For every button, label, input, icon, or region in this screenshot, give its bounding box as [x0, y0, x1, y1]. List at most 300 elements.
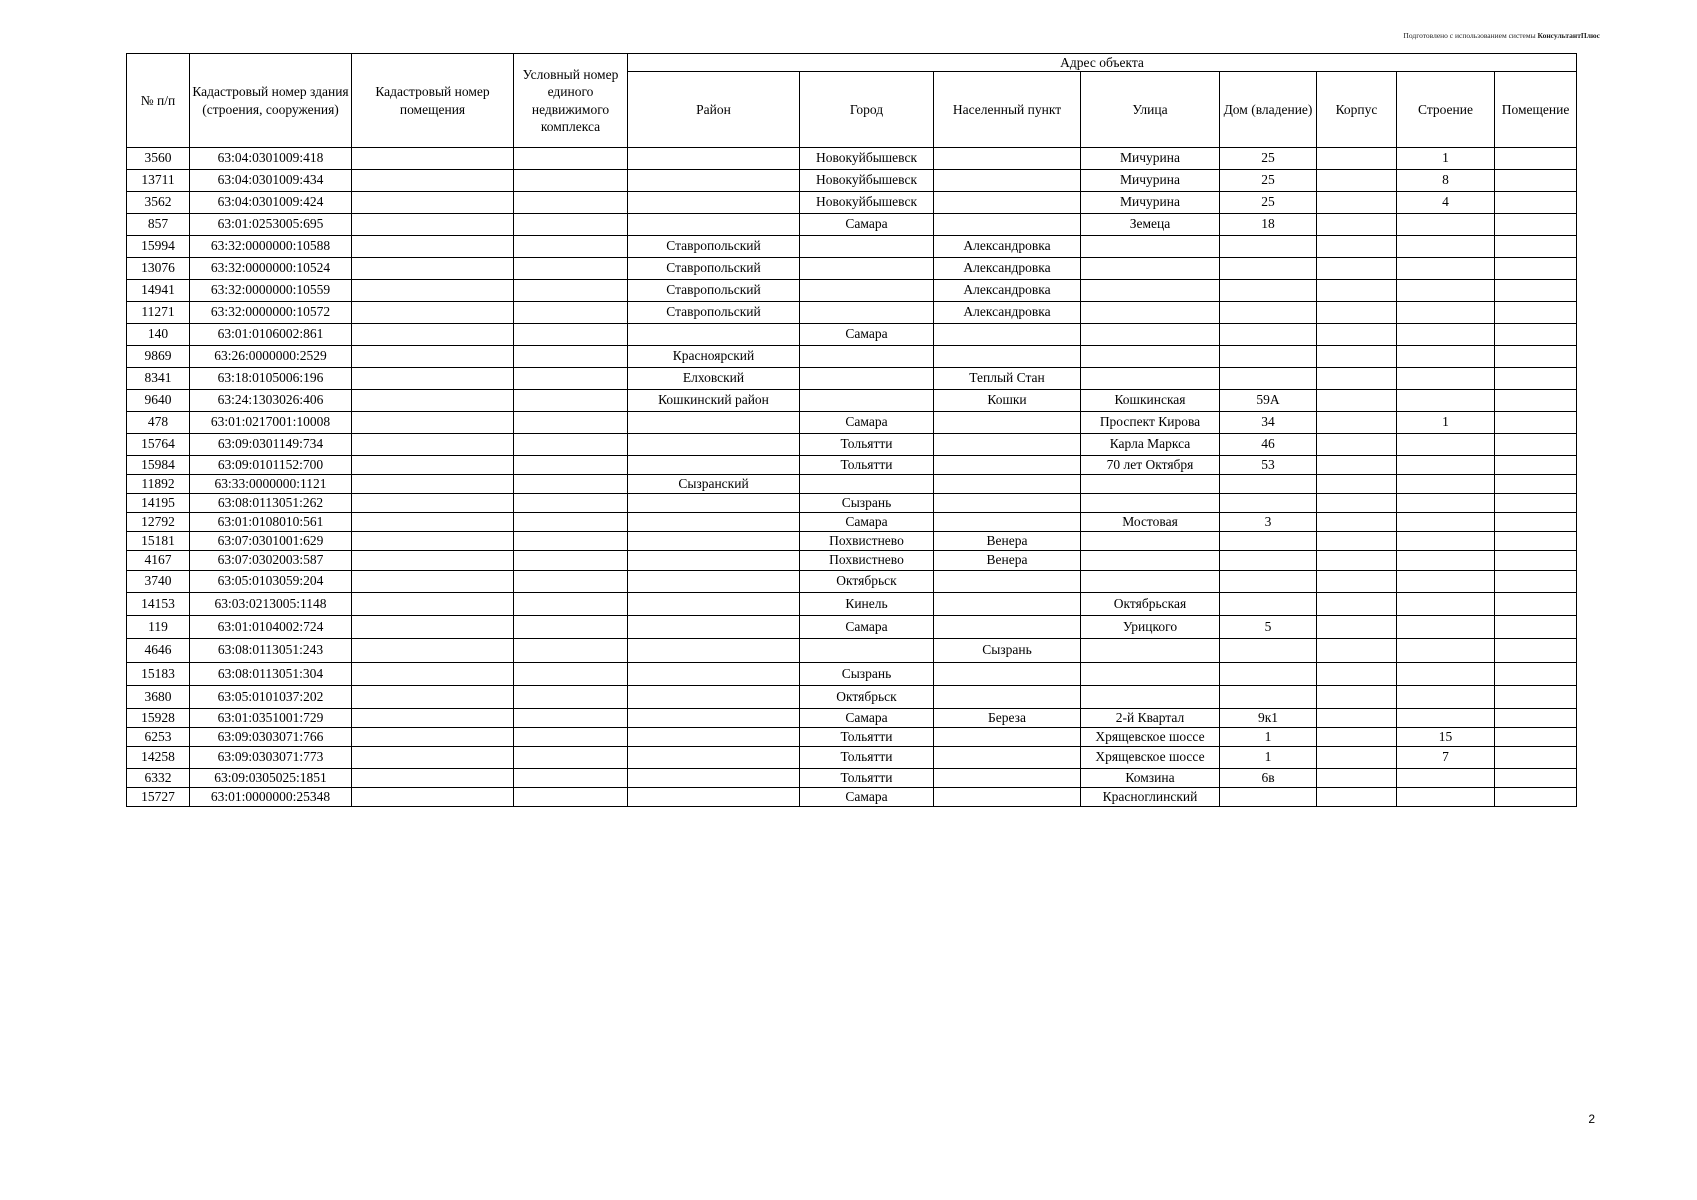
cell-house: 3 — [1220, 513, 1317, 532]
cell-street — [1081, 639, 1220, 663]
cell-street: Проспект Кирова — [1081, 412, 1220, 434]
cell-house: 1 — [1220, 728, 1317, 747]
cell-cad-building: 63:32:0000000:10572 — [190, 302, 352, 324]
cell-room — [1495, 686, 1577, 709]
cell-house — [1220, 593, 1317, 616]
table-row — [127, 236, 1577, 258]
cell-house: 25 — [1220, 148, 1317, 170]
cell-street — [1081, 280, 1220, 302]
cell-num: 14258 — [127, 747, 190, 769]
cell-cad-building: 63:09:0101152:700 — [190, 456, 352, 475]
cell-num: 14195 — [127, 494, 190, 513]
cell-cad-room — [352, 390, 514, 412]
cell-district — [628, 616, 800, 639]
cell-street: Октябрьская — [1081, 593, 1220, 616]
cell-building — [1397, 475, 1495, 494]
cell-cond-num — [514, 258, 628, 280]
cell-house — [1220, 788, 1317, 807]
cell-cond-num — [514, 728, 628, 747]
table-row — [127, 532, 1577, 551]
cell-cond-num — [514, 324, 628, 346]
cell-locality — [934, 170, 1081, 192]
cell-korpus — [1317, 412, 1397, 434]
cell-locality — [934, 616, 1081, 639]
cell-locality — [934, 434, 1081, 456]
cell-room — [1495, 494, 1577, 513]
cell-locality: Теплый Стан — [934, 368, 1081, 390]
cell-city — [800, 368, 934, 390]
cell-street: Хрящевское шоссе — [1081, 747, 1220, 769]
cell-city: Похвистнево — [800, 551, 934, 571]
cell-house: 25 — [1220, 170, 1317, 192]
cell-korpus — [1317, 551, 1397, 571]
cell-locality — [934, 513, 1081, 532]
cell-house — [1220, 475, 1317, 494]
cell-street: Урицкого — [1081, 616, 1220, 639]
cell-korpus — [1317, 663, 1397, 686]
cell-cond-num — [514, 456, 628, 475]
cell-cond-num — [514, 170, 628, 192]
cell-street: Красноглинский — [1081, 788, 1220, 807]
cell-building: 4 — [1397, 192, 1495, 214]
cell-cad-building: 63:01:0253005:695 — [190, 214, 352, 236]
table-row — [127, 412, 1577, 434]
cell-cad-building: 63:18:0105006:196 — [190, 368, 352, 390]
cell-locality — [934, 571, 1081, 593]
header-room: Помещение — [1495, 72, 1577, 148]
cell-street — [1081, 258, 1220, 280]
cell-cad-room — [352, 236, 514, 258]
cell-district — [628, 788, 800, 807]
cell-city: Кинель — [800, 593, 934, 616]
cell-house: 1 — [1220, 747, 1317, 769]
cell-cond-num — [514, 593, 628, 616]
cell-num: 9869 — [127, 346, 190, 368]
cell-building — [1397, 236, 1495, 258]
cell-num: 12792 — [127, 513, 190, 532]
cell-korpus — [1317, 709, 1397, 728]
cell-district — [628, 412, 800, 434]
cell-district — [628, 214, 800, 236]
header-city: Город — [800, 72, 934, 148]
cell-cad-building: 63:01:0000000:25348 — [190, 788, 352, 807]
cell-street — [1081, 302, 1220, 324]
cell-korpus — [1317, 192, 1397, 214]
cell-house: 46 — [1220, 434, 1317, 456]
cell-building: 15 — [1397, 728, 1495, 747]
cell-cad-building: 63:01:0351001:729 — [190, 709, 352, 728]
header-cad-building: Кадастровый номер здания (строения, сооружения) — [190, 54, 352, 148]
cell-cad-building: 63:05:0103059:204 — [190, 571, 352, 593]
table-row — [127, 280, 1577, 302]
cell-num: 9640 — [127, 390, 190, 412]
cell-locality: Сызрань — [934, 639, 1081, 663]
cell-district — [628, 513, 800, 532]
cell-cond-num — [514, 148, 628, 170]
cell-korpus — [1317, 747, 1397, 769]
cell-city — [800, 346, 934, 368]
cell-cond-num — [514, 686, 628, 709]
cell-city: Самара — [800, 513, 934, 532]
cell-locality — [934, 148, 1081, 170]
cell-building — [1397, 769, 1495, 788]
cell-cad-building: 63:04:0301009:434 — [190, 170, 352, 192]
header-address-group: Адрес объекта — [628, 54, 1577, 72]
cell-korpus — [1317, 148, 1397, 170]
cell-city: Самара — [800, 709, 934, 728]
cell-building — [1397, 390, 1495, 412]
header-num: № п/п — [127, 54, 190, 148]
cell-district: Ставропольский — [628, 236, 800, 258]
cell-room — [1495, 368, 1577, 390]
cell-building — [1397, 686, 1495, 709]
cell-num: 119 — [127, 616, 190, 639]
cell-street: Мичурина — [1081, 170, 1220, 192]
cell-district: Ставропольский — [628, 258, 800, 280]
cell-cond-num — [514, 532, 628, 551]
cell-korpus — [1317, 728, 1397, 747]
table-row — [127, 258, 1577, 280]
cell-district — [628, 571, 800, 593]
cell-city — [800, 302, 934, 324]
cell-street — [1081, 324, 1220, 346]
cell-korpus — [1317, 475, 1397, 494]
table-row — [127, 214, 1577, 236]
cell-num: 15984 — [127, 456, 190, 475]
cell-street — [1081, 236, 1220, 258]
cell-locality — [934, 593, 1081, 616]
cell-building — [1397, 513, 1495, 532]
watermark-brand: КонсультантПлюс — [1537, 31, 1600, 40]
cell-city: Тольятти — [800, 434, 934, 456]
cell-city: Новокуйбышевск — [800, 170, 934, 192]
cell-cond-num — [514, 551, 628, 571]
table-row — [127, 390, 1577, 412]
cell-district — [628, 639, 800, 663]
cell-district: Елховский — [628, 368, 800, 390]
cell-building — [1397, 532, 1495, 551]
cell-cond-num — [514, 494, 628, 513]
cell-cad-room — [352, 686, 514, 709]
cell-city: Сызрань — [800, 494, 934, 513]
cell-building — [1397, 639, 1495, 663]
header-korpus: Корпус — [1317, 72, 1397, 148]
cell-building — [1397, 663, 1495, 686]
cell-locality: Александровка — [934, 280, 1081, 302]
header-cond-num: Условный номер единого недвижимого комплекса — [514, 54, 628, 148]
table-row — [127, 475, 1577, 494]
cell-house: 6в — [1220, 769, 1317, 788]
cell-room — [1495, 709, 1577, 728]
cell-district — [628, 456, 800, 475]
cell-num: 15181 — [127, 532, 190, 551]
cell-room — [1495, 639, 1577, 663]
cell-building — [1397, 551, 1495, 571]
cell-cad-building: 63:01:0106002:861 — [190, 324, 352, 346]
cell-num: 857 — [127, 214, 190, 236]
cell-cad-room — [352, 192, 514, 214]
cell-house: 25 — [1220, 192, 1317, 214]
table-row — [127, 769, 1577, 788]
table-row — [127, 788, 1577, 807]
cell-room — [1495, 593, 1577, 616]
table-row — [127, 148, 1577, 170]
cell-house: 34 — [1220, 412, 1317, 434]
cell-building: 1 — [1397, 412, 1495, 434]
table-row — [127, 709, 1577, 728]
cell-num: 3740 — [127, 571, 190, 593]
cell-house: 53 — [1220, 456, 1317, 475]
cell-korpus — [1317, 571, 1397, 593]
cell-locality — [934, 747, 1081, 769]
table-row — [127, 593, 1577, 616]
cell-room — [1495, 302, 1577, 324]
cell-house — [1220, 639, 1317, 663]
cell-cad-room — [352, 709, 514, 728]
cell-cad-building: 63:32:0000000:10524 — [190, 258, 352, 280]
cell-num: 3562 — [127, 192, 190, 214]
cell-num: 6332 — [127, 769, 190, 788]
cell-house — [1220, 346, 1317, 368]
cell-house — [1220, 551, 1317, 571]
cell-cond-num — [514, 616, 628, 639]
cell-cond-num — [514, 769, 628, 788]
cell-korpus — [1317, 236, 1397, 258]
cell-house — [1220, 494, 1317, 513]
cell-building — [1397, 616, 1495, 639]
table-row — [127, 513, 1577, 532]
cell-building — [1397, 258, 1495, 280]
cell-locality — [934, 456, 1081, 475]
table-row — [127, 302, 1577, 324]
cell-cad-room — [352, 170, 514, 192]
cell-district — [628, 170, 800, 192]
cell-num: 15994 — [127, 236, 190, 258]
table-row — [127, 324, 1577, 346]
cell-house — [1220, 368, 1317, 390]
cell-room — [1495, 475, 1577, 494]
cell-cad-room — [352, 639, 514, 663]
cell-cad-room — [352, 728, 514, 747]
cell-house — [1220, 686, 1317, 709]
cell-cad-room — [352, 593, 514, 616]
cell-locality: Венера — [934, 551, 1081, 571]
cell-district — [628, 148, 800, 170]
table-row — [127, 192, 1577, 214]
cell-num: 6253 — [127, 728, 190, 747]
cell-street: Земеца — [1081, 214, 1220, 236]
cell-building — [1397, 346, 1495, 368]
cell-building — [1397, 302, 1495, 324]
cell-cond-num — [514, 571, 628, 593]
cell-korpus — [1317, 513, 1397, 532]
cell-street — [1081, 686, 1220, 709]
cell-cad-room — [352, 494, 514, 513]
cell-street: Мичурина — [1081, 192, 1220, 214]
cell-street: Карла Маркса — [1081, 434, 1220, 456]
cell-street — [1081, 475, 1220, 494]
cell-city: Тольятти — [800, 747, 934, 769]
cell-cad-building: 63:33:0000000:1121 — [190, 475, 352, 494]
cell-house — [1220, 302, 1317, 324]
cell-city: Октябрьск — [800, 686, 934, 709]
cell-cad-room — [352, 148, 514, 170]
cell-korpus — [1317, 324, 1397, 346]
cell-city: Самара — [800, 788, 934, 807]
cell-city: Сызрань — [800, 663, 934, 686]
cell-locality: Береза — [934, 709, 1081, 728]
cell-num: 14153 — [127, 593, 190, 616]
cell-street — [1081, 663, 1220, 686]
table-row — [127, 571, 1577, 593]
cell-korpus — [1317, 686, 1397, 709]
cell-num: 15764 — [127, 434, 190, 456]
cell-district — [628, 747, 800, 769]
cell-building — [1397, 788, 1495, 807]
cell-room — [1495, 728, 1577, 747]
cell-district: Красноярский — [628, 346, 800, 368]
cell-street: Мичурина — [1081, 148, 1220, 170]
cell-room — [1495, 390, 1577, 412]
cell-cad-building: 63:01:0104002:724 — [190, 616, 352, 639]
cell-building — [1397, 456, 1495, 475]
cell-city: Новокуйбышевск — [800, 148, 934, 170]
cell-korpus — [1317, 214, 1397, 236]
cell-locality — [934, 346, 1081, 368]
cell-cad-building: 63:24:1303026:406 — [190, 390, 352, 412]
cell-room — [1495, 788, 1577, 807]
cell-room — [1495, 532, 1577, 551]
cell-building — [1397, 434, 1495, 456]
cell-district — [628, 728, 800, 747]
cell-cad-building: 63:09:0303071:773 — [190, 747, 352, 769]
cell-district: Ставропольский — [628, 302, 800, 324]
cell-district — [628, 434, 800, 456]
table-row — [127, 663, 1577, 686]
cell-korpus — [1317, 170, 1397, 192]
cell-room — [1495, 170, 1577, 192]
cell-num: 15183 — [127, 663, 190, 686]
cell-room — [1495, 412, 1577, 434]
header-building: Строение — [1397, 72, 1495, 148]
cell-cond-num — [514, 639, 628, 663]
cell-locality — [934, 728, 1081, 747]
cell-cad-building: 63:07:0302003:587 — [190, 551, 352, 571]
cell-cad-room — [352, 324, 514, 346]
cell-building: 8 — [1397, 170, 1495, 192]
cell-room — [1495, 434, 1577, 456]
cell-city: Новокуйбышевск — [800, 192, 934, 214]
cell-building — [1397, 571, 1495, 593]
cell-street: Мостовая — [1081, 513, 1220, 532]
cell-district — [628, 686, 800, 709]
cell-cad-room — [352, 769, 514, 788]
cell-house — [1220, 236, 1317, 258]
cell-room — [1495, 663, 1577, 686]
cell-cond-num — [514, 434, 628, 456]
header-cad-room: Кадастровый номер помещения — [352, 54, 514, 148]
cell-korpus — [1317, 346, 1397, 368]
cell-cad-room — [352, 302, 514, 324]
header-street: Улица — [1081, 72, 1220, 148]
cell-district: Кошкинский район — [628, 390, 800, 412]
cell-num: 15928 — [127, 709, 190, 728]
cell-street — [1081, 532, 1220, 551]
cell-street: 70 лет Октября — [1081, 456, 1220, 475]
cell-city: Самара — [800, 324, 934, 346]
header-district: Район — [628, 72, 800, 148]
cell-district — [628, 709, 800, 728]
table-row — [127, 456, 1577, 475]
cell-locality — [934, 769, 1081, 788]
cell-room — [1495, 280, 1577, 302]
cell-room — [1495, 192, 1577, 214]
cell-cad-building: 63:01:0217001:10008 — [190, 412, 352, 434]
cell-korpus — [1317, 456, 1397, 475]
cell-room — [1495, 148, 1577, 170]
cell-num: 15727 — [127, 788, 190, 807]
cell-cond-num — [514, 390, 628, 412]
cell-cond-num — [514, 346, 628, 368]
cell-num: 11271 — [127, 302, 190, 324]
cell-cad-room — [352, 551, 514, 571]
cell-korpus — [1317, 616, 1397, 639]
cell-locality — [934, 686, 1081, 709]
table-row — [127, 368, 1577, 390]
cell-district: Сызранский — [628, 475, 800, 494]
cell-room — [1495, 551, 1577, 571]
cell-building — [1397, 324, 1495, 346]
cell-room — [1495, 513, 1577, 532]
cell-house: 5 — [1220, 616, 1317, 639]
cell-street: Хрящевское шоссе — [1081, 728, 1220, 747]
cell-locality: Александровка — [934, 258, 1081, 280]
cell-room — [1495, 258, 1577, 280]
cell-cad-room — [352, 788, 514, 807]
cell-num: 4646 — [127, 639, 190, 663]
cell-district — [628, 769, 800, 788]
cell-cad-building: 63:04:0301009:424 — [190, 192, 352, 214]
cell-cad-building: 63:32:0000000:10559 — [190, 280, 352, 302]
cell-street — [1081, 346, 1220, 368]
cell-district — [628, 663, 800, 686]
cell-korpus — [1317, 788, 1397, 807]
table-row — [127, 728, 1577, 747]
cell-district: Ставропольский — [628, 280, 800, 302]
table-row — [127, 639, 1577, 663]
cell-cond-num — [514, 788, 628, 807]
cell-room — [1495, 769, 1577, 788]
cell-cad-room — [352, 747, 514, 769]
cell-num: 4167 — [127, 551, 190, 571]
cell-num: 3680 — [127, 686, 190, 709]
cell-city: Октябрьск — [800, 571, 934, 593]
header-house: Дом (владение) — [1220, 72, 1317, 148]
cell-cad-room — [352, 346, 514, 368]
cell-cond-num — [514, 663, 628, 686]
cell-cond-num — [514, 513, 628, 532]
cell-cad-building: 63:09:0303071:766 — [190, 728, 352, 747]
watermark-prefix: Подготовлено с использованием системы — [1403, 31, 1536, 40]
cell-korpus — [1317, 532, 1397, 551]
cell-cad-building: 63:07:0301001:629 — [190, 532, 352, 551]
table-row — [127, 686, 1577, 709]
cell-locality — [934, 663, 1081, 686]
cell-locality: Александровка — [934, 302, 1081, 324]
cell-cond-num — [514, 709, 628, 728]
cell-korpus — [1317, 639, 1397, 663]
cell-house: 18 — [1220, 214, 1317, 236]
